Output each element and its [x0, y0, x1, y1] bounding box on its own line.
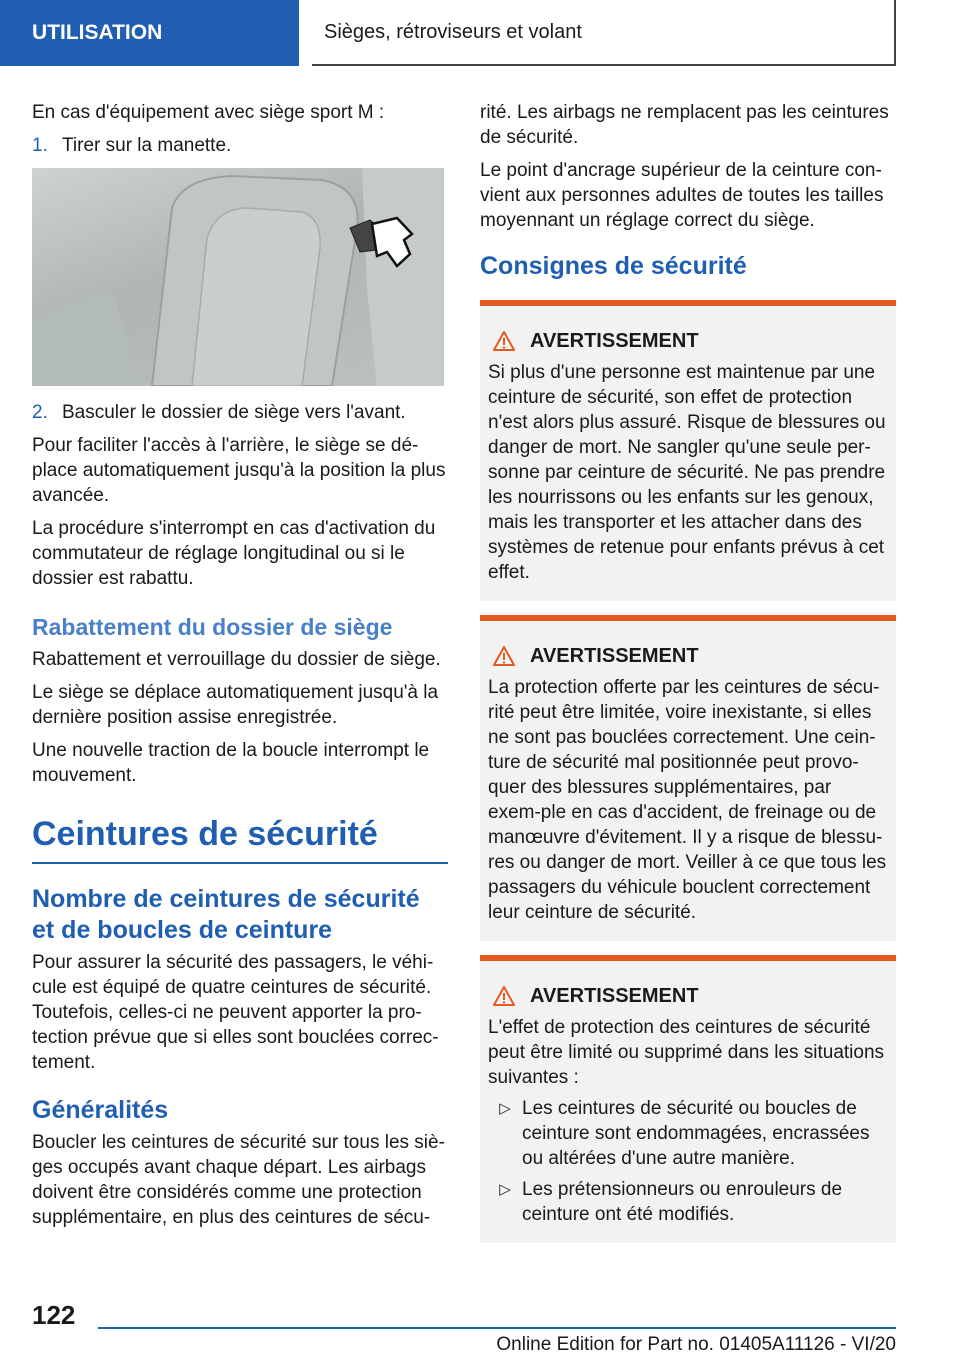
triangle-bullet-icon: ▷	[499, 1100, 511, 1117]
paragraph: Une nouvelle traction de la boucle interrompt le mouvement.	[32, 740, 430, 786]
step-text: Tirer sur la manette.	[62, 135, 232, 156]
list-item	[488, 1096, 888, 1171]
seat-photo	[32, 168, 444, 386]
page-number: 122	[32, 1300, 76, 1330]
heading-generalites: Généralités	[32, 1096, 169, 1124]
left-column	[32, 100, 448, 1238]
warning-triangle-icon	[492, 645, 516, 667]
warning-triangle-icon	[492, 985, 516, 1007]
section-label: UTILISATION	[32, 21, 163, 44]
paragraph: Pour faciliter l'accès à l'arrière, le siège se dé-place automatiquement jusqu'à la position la plus avancée.	[32, 435, 446, 506]
warning-title	[488, 328, 888, 354]
warning-box-2	[480, 615, 896, 941]
warning-title-text: AVERTISSEMENT	[530, 985, 699, 1007]
edition-text: Online Edition for Part no. 01405A11126 - VI/20	[496, 1334, 896, 1355]
warning-text: L'effet de protection des ceintures de sécurité peut être limité ou supprimé dans les situations suivantes :	[488, 1017, 885, 1088]
paragraph: Le siège se déplace automatiquement jusqu'à la dernière position assise enregistrée.	[32, 682, 439, 728]
warning-text: La protection offerte par les ceintures de sécu-rité peut être limitée, voire inexistante, si elles ne sont pas bouclées correctement. Une cein-ture de sécurité mal positionnée peut provo-quer des blessures supplémentaires, par exem-ple en cas d'accident, de freinage ou de manœuvre d'évitement. Il y a risque de blessu-res ou danger de mort. Veiller à ce que tous les passagers du véhicule bouclent correctement leur ceinture de sécurité.	[488, 677, 887, 923]
page-title: Sièges, rétroviseurs et volant	[324, 20, 582, 43]
warning-triangle-icon	[492, 330, 516, 352]
paragraph: rité. Les airbags ne remplacent pas les ceintures de sécurité.	[480, 102, 889, 148]
paragraph: Rabattement et verrouillage du dossier de siège.	[32, 649, 441, 670]
step-number: 2.	[32, 402, 48, 423]
step-number: 1.	[32, 135, 48, 156]
warning-text: Si plus d'une personne est maintenue par une ceinture de sécurité, son effet de protection n'est alors plus assuré. Risque de blessures ou danger de mort. Ne sangler qu'une seule per-sonne par ceinture de sécurité. Ne pas prendre les nourrissons ou les enfants sur les genoux, mais les transporter et les attacher dans des systèmes de retenue pour enfants prévus à cet effet.	[488, 362, 886, 583]
paragraph: Boucler les ceintures de sécurité sur tous les siè-ges occupés avant chaque départ. Les airbags doivent être considérés comme une protection supplémentaire, en plus des ceintures de sécu-	[32, 1132, 445, 1228]
right-column	[480, 100, 896, 1257]
warning-box-1	[480, 300, 896, 601]
page-header	[312, 0, 896, 66]
footer-divider	[98, 1327, 896, 1329]
warning-box-3	[480, 955, 896, 1243]
paragraph: Pour assurer la sécurité des passagers, le véhi-cule est équipé de quatre ceintures de sécurité. Toutefois, celles-ci ne peuvent apporter la pro-tection prévue que si elles sont bouclées correc-tement.	[32, 952, 439, 1073]
heading-ceintures: Ceintures de sécurité	[32, 814, 448, 864]
step-text: Basculer le dossier de siège vers l'avant.	[62, 402, 406, 423]
paragraph: La procédure s'interrompt en cas d'activation du commutateur de réglage longitudinal ou si le dossier est rabattu.	[32, 518, 436, 589]
heading-nombre: Nombre de ceintures de sécurité et de boucles de ceinture	[32, 885, 420, 944]
list-item	[488, 1177, 888, 1227]
heading-consignes: Consignes de sécurité	[480, 252, 747, 280]
paragraph: Le point d'ancrage supérieur de la ceinture con-vient aux personnes adultes de toutes les tailles moyennant un réglage correct du siège.	[480, 160, 884, 231]
triangle-bullet-icon: ▷	[499, 1181, 511, 1198]
warning-title-text: AVERTISSEMENT	[530, 330, 699, 352]
warning-title	[488, 983, 888, 1009]
section-tab	[0, 0, 299, 66]
step-2	[32, 400, 448, 425]
list-item-text: Les prétensionneurs ou enrouleurs de ceinture ont été modifiés.	[522, 1179, 843, 1225]
list-item-text: Les ceintures de sécurité ou boucles de ceinture sont endommagées, encrassées ou altérées d'une autre manière.	[522, 1098, 870, 1169]
seat-illustration	[32, 168, 444, 386]
intro-text: En cas d'équipement avec siège sport M :	[32, 102, 385, 123]
warning-title	[488, 643, 888, 669]
subheading-rabattement: Rabattement du dossier de siège	[32, 614, 393, 640]
warning-title-text: AVERTISSEMENT	[530, 645, 699, 667]
step-1	[32, 133, 448, 158]
